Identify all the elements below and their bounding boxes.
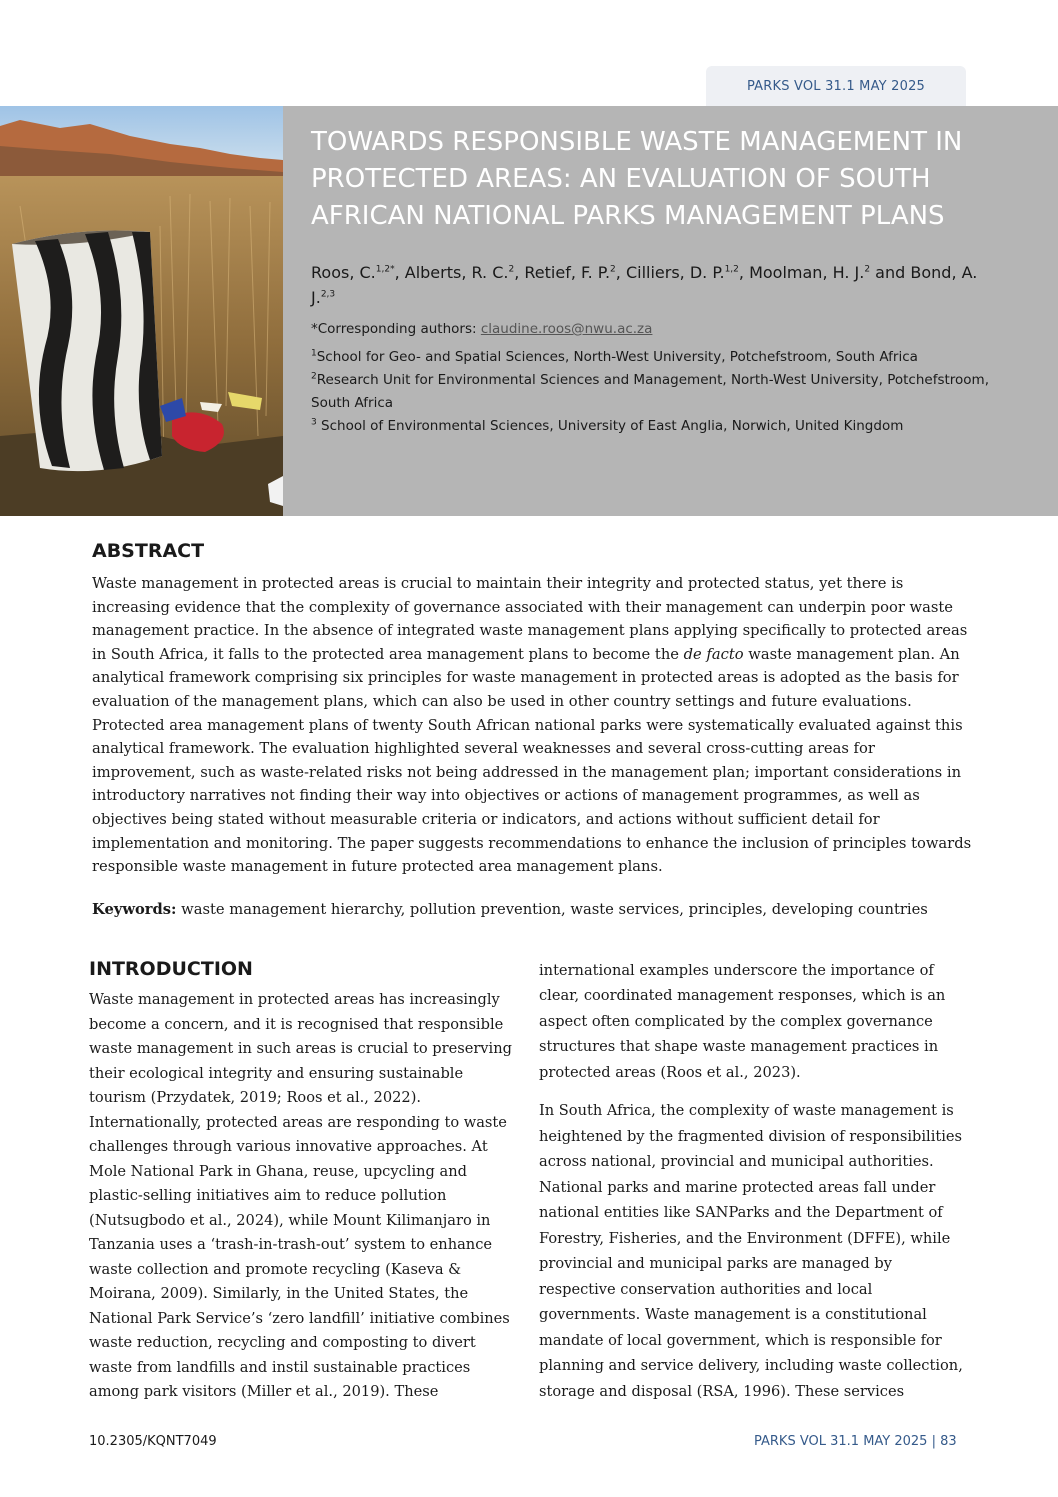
abstract-text [92, 572, 972, 879]
author-name: Roos, C. [311, 263, 376, 282]
paper-title: TOWARDS RESPONSIBLE WASTE MANAGEMENT IN PROTECTED AREAS: AN EVALUATION OF SOUTH AFRICAN NATIONAL PARKS MANAGEMENT PLANS [311, 127, 963, 231]
abstract-heading: ABSTRACT [92, 540, 205, 562]
introduction-heading: INTRODUCTION [89, 958, 253, 980]
author-conjunction: and [875, 263, 906, 282]
affiliation-text: Research Unit for Environmental Sciences and Management, North-West University, Potchefstroom, South Africa [311, 372, 989, 411]
affiliation-marker: 3 [311, 417, 317, 428]
abstract-italic: de facto [683, 645, 744, 663]
affiliation-marker: 2 [311, 371, 317, 382]
corresponding-email-link[interactable]: claudine.roos@nwu.ac.za [480, 321, 653, 337]
affiliation-2 [311, 369, 991, 415]
affiliation-3 [311, 415, 991, 438]
keywords-label: Keywords: [92, 901, 177, 918]
corresponding-label: *Corresponding authors: [311, 321, 477, 337]
keywords-text: waste management hierarchy, pollution prevention, waste services, principles, developing countries [176, 901, 928, 918]
author-name: Alberts, R. C. [404, 263, 509, 282]
author-name: Bond, A. J. [311, 263, 978, 307]
author-affiliation-marker: 2 [508, 264, 515, 275]
abstract-text-part: waste management plan. An analytical framework comprising six principles for waste management in protected areas is adopted as the basis for evaluation of the management plans, which can also be used in other country settings and future evaluations. Protected area management plans of twenty South African national parks were systematically evaluated against this analytical framework. The evaluation highlighted several weaknesses and several cross-cutting areas for improvement, such as waste-related risks not being addressed in the management plan; important considerations in introductory narratives not finding their way into objectives or actions of management programmes, as well as objectives being stated without measurable criteria or indicators, and actions without sufficient detail for implementation and monitoring. The paper suggests recommendations to enhance the inclusion of principles towards responsible waste management in future protected area management plans. [92, 645, 972, 876]
introduction-right-paragraph-2: In South Africa, the complexity of waste management is heightened by the fragmented division of responsibilities across national, provincial and municipal authorities. National parks and marine protected areas fall under national entities like SANParks and the Department of Forestry, Fisheries, and the Environment (DFFE), while provincial and municipal parks are managed by respective conservation authorities and local governments. Waste management is a constitutional mandate of local government, which is responsible for planning and service delivery, including waste collection, storage and disposal (RSA, 1996). These services [539, 1102, 963, 1400]
introduction-left-column: Waste management in protected areas has increasingly become a concern, and it is recognised that responsible waste management in such areas is crucial to preserving their ecological integrity and ensuring sustainable tourism (Przydatek, 2019; Roos et al., 2022). Internationally, protected areas are responding to waste challenges through various innovative approaches. At Mole National Park in Ghana, reuse, upcycling and plastic-selling initiatives aim to reduce pollution (Nutsugbodo et al., 2024), while Mount Kilimanjaro in Tanzania uses a ‘trash-in-trash-out’ system to enhance waste collection and promote recycling (Kaseva & Moirana, 2009). Similarly, in the United States, the National Park Service’s ‘zero landfill’ initiative combines waste reduction, recycling and composting to divert waste from landfills and instil sustainable practices among park visitors (Miller et al., 2019). These [89, 991, 512, 1400]
introduction-right-paragraph-1: international examples underscore the importance of clear, coordinated management responses, which is an aspect often complicated by the complex governance structures that shape waste management practices in protected areas (Roos et al., 2023). [539, 962, 946, 1081]
author-name: Retief, F. P. [524, 263, 611, 282]
corresponding-author [311, 318, 991, 341]
author-name: Moolman, H. J. [749, 263, 865, 282]
doi: 10.2305/KQNT7049 [89, 1434, 217, 1449]
author-name: Cilliers, D. P. [625, 263, 725, 282]
author-affiliation-marker: 2 [610, 264, 616, 275]
journal-footer: PARKS VOL 31.1 MAY 2025 | 83 [754, 1434, 957, 1449]
author-affiliation-marker: 1,2* [375, 264, 395, 275]
author-list: Roos, C.$^{1,2*}$, Alberts, R. C.$^2$, Retief, F. P.$^2$, Cilliers, D. P.$^{1,2}$, Moolman, H. J.$^2$ and Bond, A. J.$^{2,3}$ [311, 263, 978, 307]
cover-photo [0, 106, 283, 516]
affiliation-1 [311, 346, 991, 369]
keywords [92, 898, 972, 921]
affiliation-text: School for Geo- and Spatial Sciences, North-West University, Potchefstroom, South Africa [316, 349, 918, 365]
journal-issue-tab: PARKS VOL 31.1 MAY 2025 [706, 66, 966, 106]
author-affiliation-marker: 2,3 [320, 289, 336, 300]
author-affiliation-marker: 2 [864, 264, 871, 275]
author-affiliation-marker: 1,2 [724, 264, 739, 275]
affiliation-marker: 1 [311, 348, 317, 359]
abstract-text-part: Waste management in protected areas is crucial to maintain their integrity and protected status, yet there is increasing evidence that the complexity of governance associated with their management can underpin poor waste management practice. In the absence of integrated waste management plans applying specifically to protected areas in South Africa, it falls to the protected area management plans to become the [92, 575, 968, 663]
affiliation-text: School of Environmental Sciences, University of East Anglia, Norwich, United Kingdom [316, 418, 904, 434]
